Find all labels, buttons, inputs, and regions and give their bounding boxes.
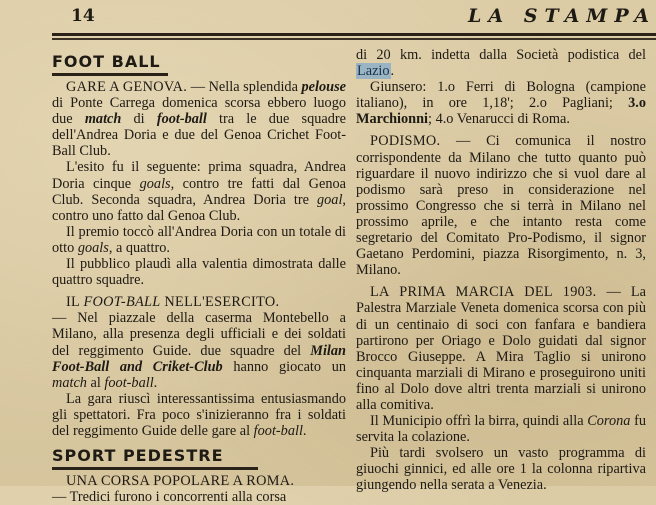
article-gare-genova-p1[interactable]: GARE A GENOVA. — Nella splendida pelouse di Ponte Carrega domenica scorsa ebbero luogo due match di foot-ball tra le due squadre dell'Andrea Doria e due del Genoa Crichet Foot-Ball Club. (52, 79, 346, 160)
article-prima-marcia-p2[interactable]: Il Municipio offrì la birra, quindi alla Corona fu servita la colazione. (356, 413, 646, 446)
article-esercito-headline[interactable]: IL FOOT-BALL NELL'ESERCITO. (66, 294, 280, 311)
section-title-foot-ball: FOOT BALL (52, 53, 168, 76)
left-column (52, 53, 346, 505)
right-column (356, 47, 646, 494)
headline-prima-marcia: LA PRIMA MARCIA DEL 1903. (370, 284, 597, 301)
section-title-sport-pedestre: SPORT PEDESTRE (52, 447, 258, 470)
headline-corsa-roma: UNA CORSA POPOLARE A ROMA. (66, 473, 295, 490)
article-esercito-p1[interactable]: — Nel piazzale della caserma Montebello a Milano, alla presenza degli ufficiali e dei soldati del reggimento Guide. due squadre del Milan Foot-Ball and Criket-Club hanno giocato un match al foot-ball. (52, 310, 346, 391)
article-corsa-roma-p1[interactable]: — Tredici furono i concorrenti alla corsa (52, 489, 287, 505)
page-header (0, 0, 656, 48)
article-corsa-roma-continued[interactable]: di 20 km. indetta dalla Società podistica del Lazio. (356, 47, 646, 80)
article-gare-genova-p2[interactable]: L'esito fu il seguente: prima squadra, Andrea Doria cinque goals, contro tre fatti dal Genoa Club. Seconda squadra, Andrea Doria tre goal, contro uno fatto dal Genoa Club. (52, 159, 346, 224)
masthead-title: LA STAMPA (468, 5, 656, 27)
article-gare-genova-p4[interactable]: Il pubblico plaudì alla valentia dimostrata dalle quattro squadre. (52, 256, 346, 289)
article-podismo[interactable]: PODISMO. — Ci comunica il nostro corrispondente da Milano che tutto quanto può riguardare il nuovo indirizzo che si vuol dare al podismo sarà preso in considerazione nel prossimo Congresso che si terrà in Milano nel prossimo aprile, e che intanto resta come segretario del Comitato Pro-Podismo, il signor Gaetano Perdomini, piazza Risorgimento, n. 3, Milano. (356, 133, 646, 279)
page-number: 14 (71, 6, 95, 26)
article-corsa-roma-results[interactable]: Giunsero: 1.o Ferri di Bologna (campione italiano), in ore 1,18'; 2.o Pagliani; 3.o Marchionni; 4.o Venarucci di Roma. (356, 79, 646, 128)
article-gare-genova-p3[interactable]: Il premio toccò all'Andrea Doria con un totale di otto goals, a quattro. (52, 223, 346, 256)
headline-gare-a-genova: GARE A GENOVA. (66, 79, 188, 95)
header-rule-thick (52, 33, 656, 36)
article-esercito-p2[interactable]: La gara riuscì interessantissima entusiasmando gli spettatori. Fra poco s'inizieranno fra i soldati del reggimento Guide delle gare al foot-ball. (52, 390, 346, 439)
article-prima-marcia[interactable]: LA PRIMA MARCIA DEL 1903. — La Palestra Marziale Veneta domenica scorsa con più di un centinaio di soci con fanfara e bandiera partirono per Oriago e Dolo guidati dal signor Brocco Giuseppe. A Mira Taglio si unirono cinquanta marziali di Mirano e proseguirono uniti fino al Dolo dove altri trenta marziali si unirono alla comitiva. (356, 284, 646, 413)
header-rule-thin (52, 38, 656, 40)
selected-text-lazio[interactable]: Lazio (357, 63, 390, 80)
headline-podismo: PODISMO. (370, 133, 441, 150)
article-prima-marcia-p3[interactable]: Più tardi svolsero un vasto programma di giuochi ginnici, ed alle ore 1 la colonna ripartiva giungendo nella serata a Venezia. (356, 445, 646, 494)
